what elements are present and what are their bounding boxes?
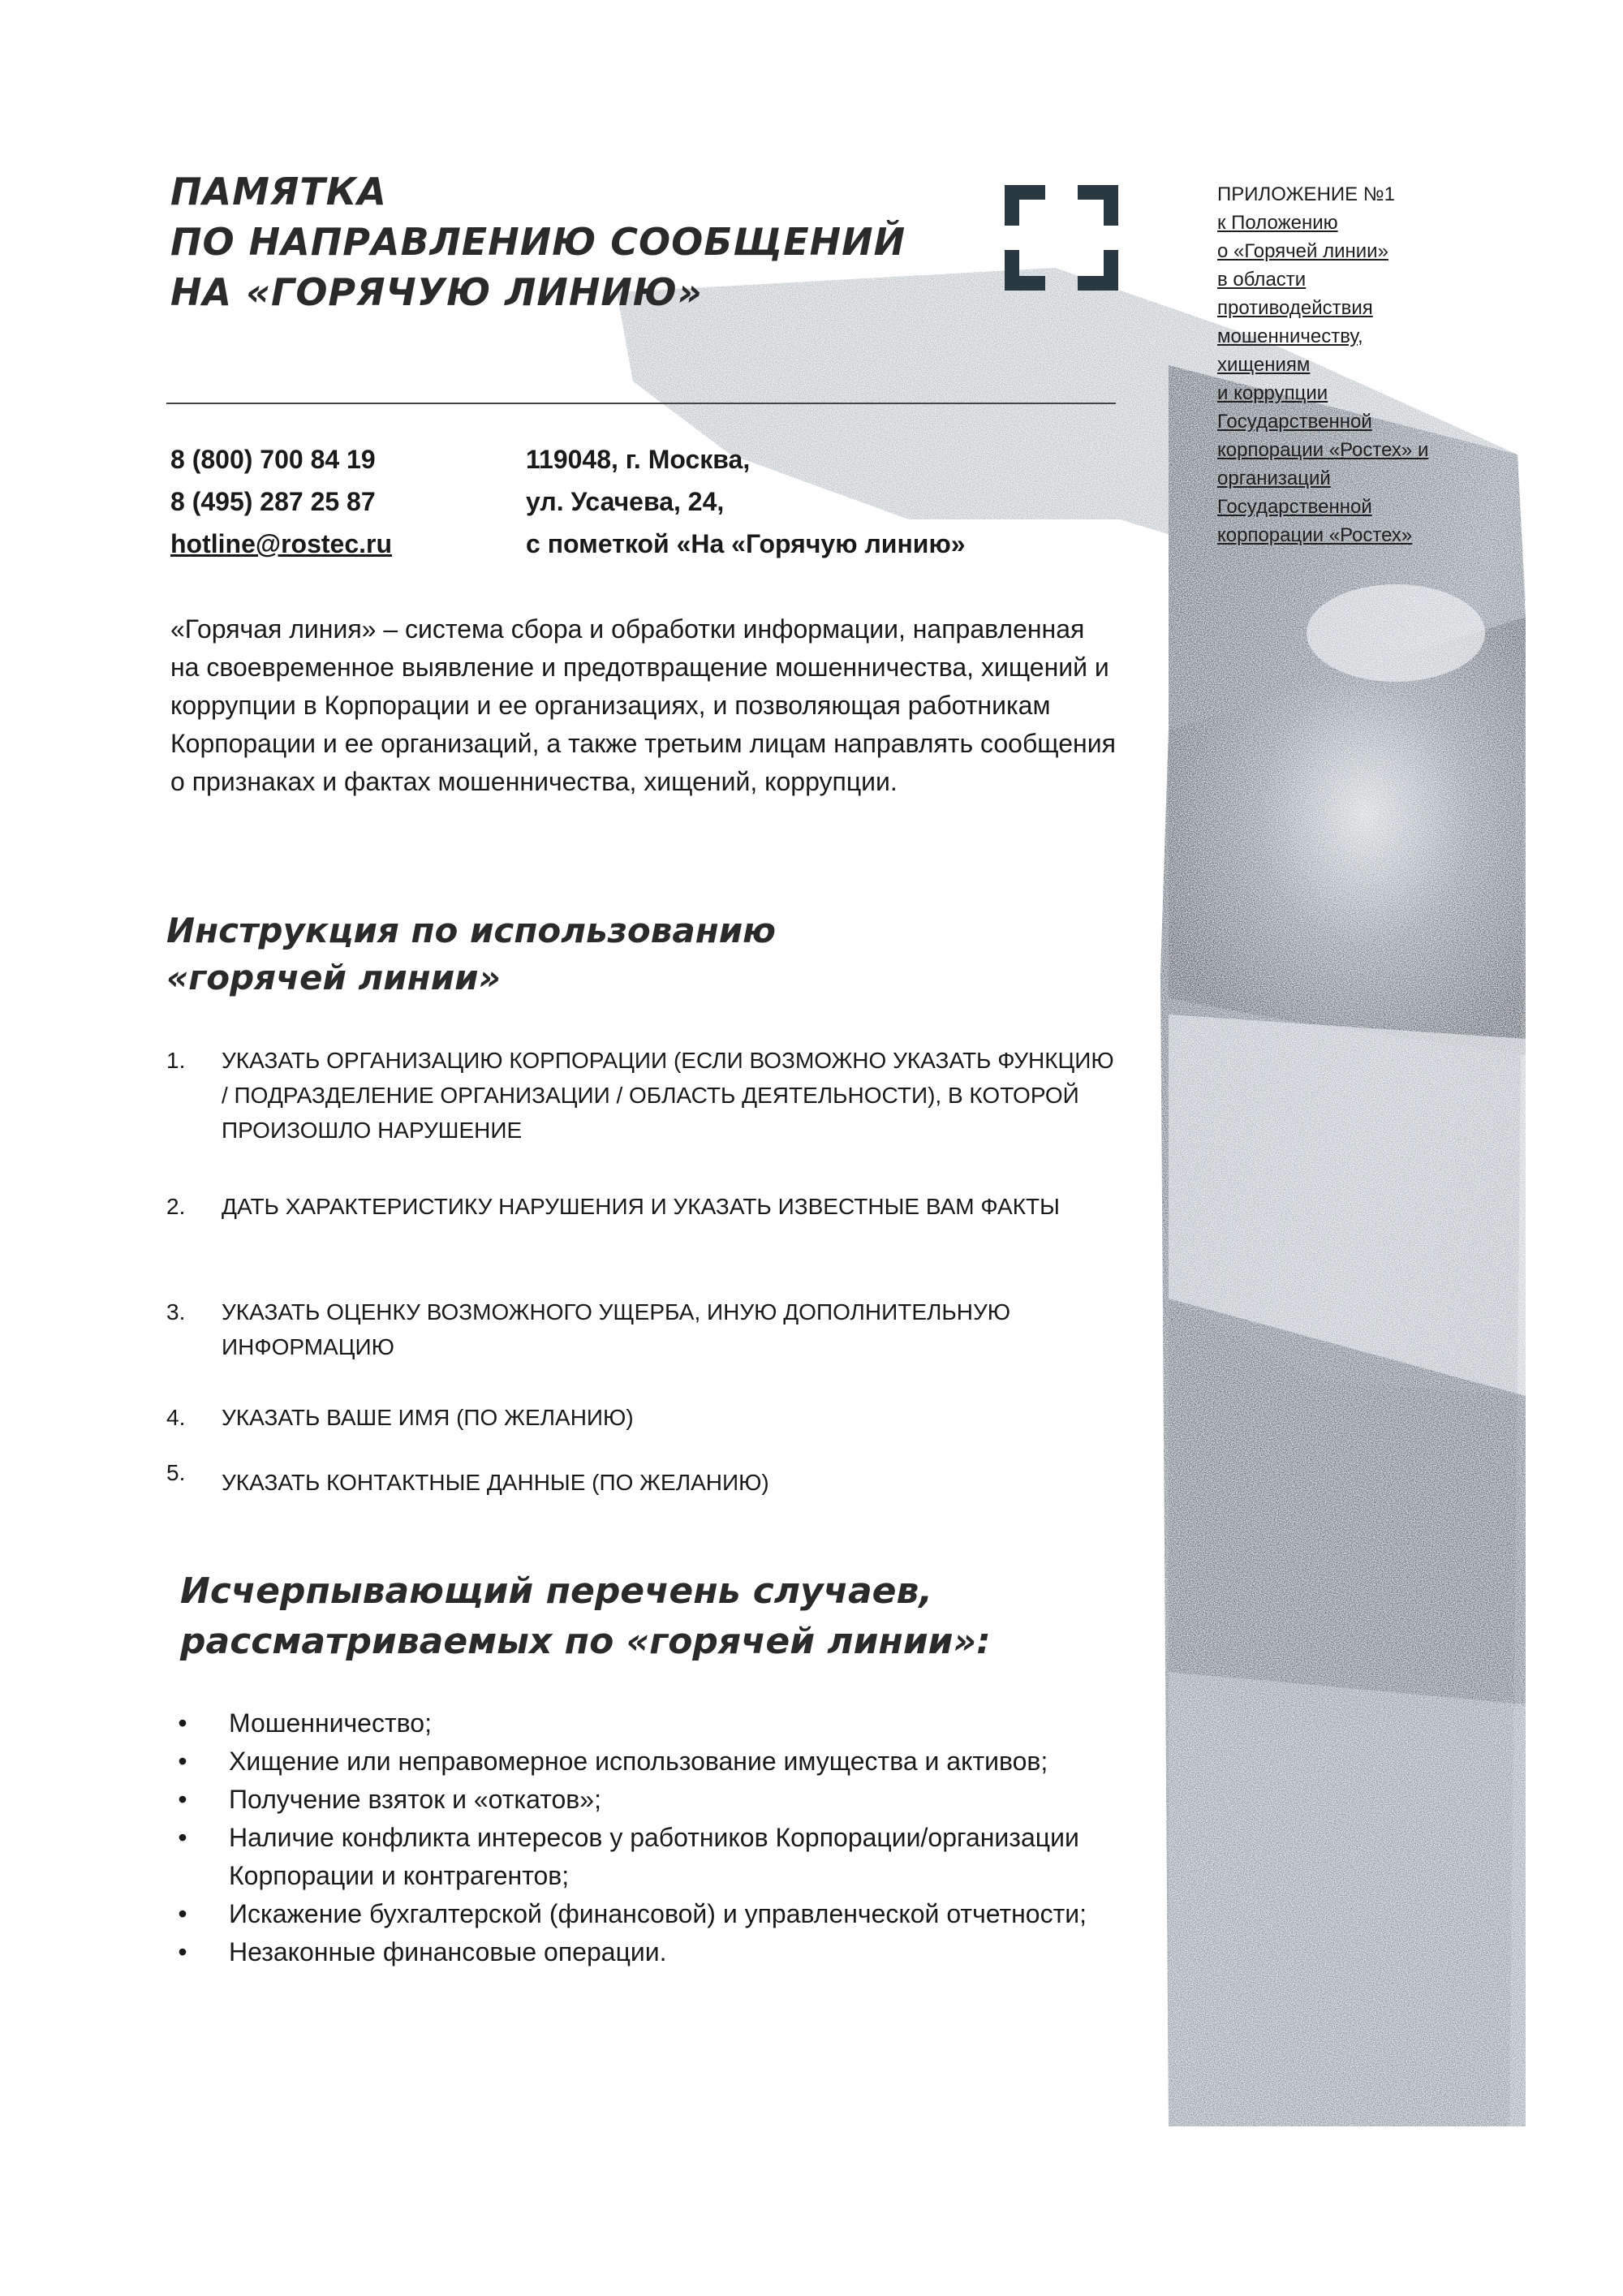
heading-line: Исчерпывающий перечень случаев, [180,1570,933,1612]
step-number: 4. [166,1405,186,1430]
appendix-line: противодействия [1217,297,1373,319]
bullet-icon: • [178,1823,187,1852]
step-text: УКАЗАТЬ ОЦЕНКУ ВОЗМОЖНОГО УЩЕРБА, ИНУЮ ДОПОЛНИТЕЛЬНУЮ ИНФОРМАЦИЮ [222,1299,1011,1359]
rostec-logo-icon [1005,185,1118,291]
appendix-line: мошенничеству, [1217,325,1363,347]
cases-heading [180,1566,991,1667]
step-text: УКАЗАТЬ КОНТАКТНЫЕ ДАННЫЕ (ПО ЖЕЛАНИЮ) [222,1470,769,1495]
description-text: «Горячая линия» – система сбора и обработки информации, направленная на своевременное выявление и предотвращение мошенничества, хищений и коррупции в Корпорации и ее организациях, и позволяющая работникам Корпорации и ее организаций, а также третьим лицам направлять сообщения о признаках и фактах мошенничества, хищений, коррупции. [170,614,1116,796]
step-number: 2. [166,1194,186,1219]
cases-list [166,1704,1091,1971]
list-item [166,1742,1091,1781]
case-text: Хищение или неправомерное использование имущества и активов; [229,1747,1048,1776]
memo-title [170,166,906,317]
step-number: 1. [166,1048,186,1073]
heading-line: рассматриваемых по «горячей линии»: [180,1621,991,1662]
list-item [166,1933,1091,1971]
title-line: ПО НАПРАВЛЕНИЮ СООБЩЕНИЙ [170,220,906,264]
title-divider [166,403,1116,404]
step-text: УКАЗАТЬ ОРГАНИЗАЦИЮ КОРПОРАЦИИ (ЕСЛИ ВОЗМОЖНО УКАЗАТЬ ФУНКЦИЮ / ПОДРАЗДЕЛЕНИЕ ОРГАНИЗАЦИИ / ОБЛАСТЬ ДЕЯТЕЛЬНОСТИ), В КОТОРОЙ ПРОИЗОШЛО НАРУШЕНИЕ [222,1048,1114,1143]
bullet-icon: • [178,1899,187,1928]
bullet-icon: • [178,1747,187,1776]
case-text: Наличие конфликта интересов у работников Корпорации/организации Корпорации и контрагентов; [229,1823,1079,1890]
appendix-line: о «Горячей линии» [1217,240,1388,262]
appendix-line: корпорации «Ростех» и [1217,439,1429,461]
bullet-icon: • [178,1785,187,1814]
appendix-line: Государственной [1217,496,1372,518]
hotline-phone-2[interactable]: 8 (495) 287 25 87 [170,487,376,516]
contact-block [170,438,392,565]
heading-line: «горячей линии» [166,958,501,997]
title-line: НА «ГОРЯЧУЮ ЛИНИЮ» [170,270,703,314]
hotline-description [170,610,1120,801]
address-line: 119048, г. Москва, [526,445,751,474]
list-item [166,1895,1091,1933]
step-number: 5. [166,1460,186,1485]
appendix-note [1217,180,1493,549]
appendix-line: хищениям [1217,354,1311,376]
hotline-email-link[interactable]: hotline@rostec.ru [170,529,393,558]
bullet-icon: • [178,1937,187,1966]
appendix-line: и коррупции [1217,382,1328,404]
list-item [166,1781,1091,1819]
bullet-icon: • [178,1708,187,1738]
postal-address [526,438,966,565]
case-text: Мошенничество; [229,1708,432,1738]
appendix-line: к Положению [1217,212,1338,234]
appendix-line: Государственной [1217,411,1372,433]
title-line: ПАМЯТКА [170,170,387,213]
address-line: ул. Усачева, 24, [526,487,725,516]
case-text: Получение взяток и «откатов»; [229,1785,601,1814]
heading-line: Инструкция по использованию [166,911,776,950]
hotline-phone-1[interactable]: 8 (800) 700 84 19 [170,445,376,474]
address-line: с пометкой «На «Горячую линию» [526,529,966,558]
appendix-line: в области [1217,269,1307,291]
case-text: Незаконные финансовые операции. [229,1937,667,1966]
list-item [166,1819,1091,1895]
appendix-line: ПРИЛОЖЕНИЕ №1 [1217,183,1395,205]
step-text: ДАТЬ ХАРАКТЕРИСТИКУ НАРУШЕНИЯ И УКАЗАТЬ ИЗВЕСТНЫЕ ВАМ ФАКТЫ [222,1194,1060,1219]
instructions-heading [166,907,776,1002]
step-text: УКАЗАТЬ ВАШЕ ИМЯ (ПО ЖЕЛАНИЮ) [222,1405,634,1430]
appendix-line: корпорации «Ростех» [1217,524,1413,546]
appendix-line: организаций [1217,467,1331,489]
list-item [166,1704,1091,1742]
case-text: Искажение бухгалтерской (финансовой) и управленческой отчетности; [229,1899,1087,1928]
step-number: 3. [166,1299,186,1325]
